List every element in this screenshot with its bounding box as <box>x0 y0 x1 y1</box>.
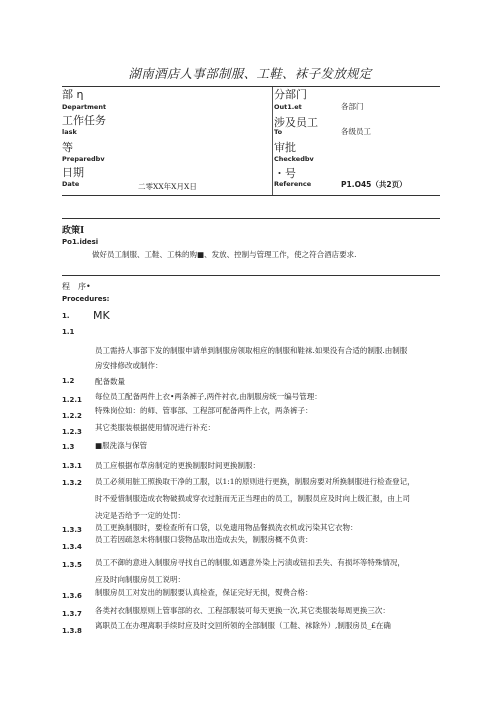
to-value: 各级员工 <box>341 127 371 136</box>
item-number: 1.2.2 <box>62 412 82 420</box>
policy-heading-en: Po1.idesi <box>62 238 99 246</box>
item-text-line: 员工必须用脏工照换取干净的工服，以1:1的原则进行更换，制服房要对所换制服进行检查登记， <box>95 477 415 486</box>
date-label-cn: 日期 <box>62 166 84 179</box>
distribution-label-cn: 分部门 <box>274 88 307 101</box>
procedures-heading-en: Procedures: <box>62 295 110 303</box>
item-text-line: ■服洗涤与保管 <box>95 441 148 450</box>
item-text-line: 其它类服装根据使用情况进行补充： <box>95 423 215 432</box>
item-number: 1.3.3 <box>62 526 82 534</box>
item-text-line: 离职员工在办理离职手续时应及时交回所领的全部制服（工鞋、袜除外）,制服房员_£在确 <box>95 621 391 630</box>
date-value: 二零XX年X月X日 <box>138 182 197 191</box>
to-label-cn: 涉及员工 <box>274 116 318 129</box>
item-text-line: 各类衬衣制服原则上管事部的衣、工程部服装可每天更换一次,其它类服装每周更换三次： <box>95 606 390 615</box>
section-title: MK <box>93 309 110 322</box>
task-label-en: lask <box>62 128 77 136</box>
item-text-line: 员工应根据布草房制定的更换制服时间更换制服： <box>95 461 260 470</box>
item-number: 1.3.4 <box>62 543 82 551</box>
item-number: 1.3.8 <box>62 627 82 635</box>
policy-text: 做好员工制服、工鞋、工株的购■、发放、控制与管理工作，使之符合酒店要求. <box>92 250 357 259</box>
checked-label-en: Checkedbv <box>274 155 314 163</box>
item-number: 1.2 <box>62 377 75 385</box>
item-number: 1.2.3 <box>62 428 82 436</box>
item-number: 1.3 <box>62 443 75 451</box>
item-number: 1.3.5 <box>62 561 82 569</box>
item-text-line: 制服房员工对发出的制服要认真检查，保证完好无损，熨费合格： <box>95 588 313 597</box>
reference-label-en: Reference <box>274 180 312 188</box>
item-number: 1.3.2 <box>62 479 82 487</box>
header-table <box>62 86 440 196</box>
item-number: 1.3.7 <box>62 610 82 618</box>
reference-value: P1.O45（共2页） <box>341 180 407 189</box>
item-number: 1.1 <box>62 328 75 336</box>
item-text-line: 房安排修改或制作： <box>95 361 163 370</box>
item-text-line: 配备数量 <box>95 377 125 386</box>
item-text-line: 每位员工配备两件上衣•两条裤子,两件衬衣,由制服房统一编号管理： <box>95 392 322 401</box>
reference-label-cn: ・号 <box>274 167 296 180</box>
item-text-line: 员工不御的意进入制服房寻找自己的制服,如遇意外染上污渍或钮扣丢失、有损坏等特殊情况， <box>95 558 405 567</box>
to-label-en: To <box>274 128 283 136</box>
department-label-en: Department <box>62 103 107 111</box>
item-number: 1.3.1 <box>62 462 82 470</box>
item-text-line: 员工若因疏忽未将制服口袋物品取出造成去失，制服房概不负责： <box>95 535 313 544</box>
item-text-line: 特殊岗位如：的师、管事部、工程部可配备两件上衣，两条裤子： <box>95 406 313 415</box>
item-text-line: 应及时向制服房员工说明： <box>95 575 185 584</box>
document-title: 湖南酒店人事部制服、工鞋、袜子发放规定 <box>128 66 372 81</box>
task-label-cn: 工作任务 <box>62 114 106 127</box>
item-text-line: 员工需持人事部下发的制服申请单到制服房领取相应的制服和鞋袜.如果没有合适的制服.由制服 <box>95 346 408 355</box>
distribution-value: 各部门 <box>341 102 364 111</box>
prepared-label-cn: 等 <box>62 141 73 154</box>
policy-section <box>62 218 440 276</box>
item-text-line: 决定是否给予一定的处罚： <box>95 511 185 520</box>
date-label-en: Date <box>62 180 80 188</box>
procedures-heading: 程 序• <box>62 282 91 291</box>
checked-label-cn: 审批 <box>274 141 296 154</box>
header-divider <box>272 87 273 195</box>
policy-heading: 政策I <box>62 226 85 236</box>
item-text-line: 时不爱惜制服造成衣物破损或穿衣过脏而无正当理由的员工，制服员应及时向上级汇报，由上司 <box>95 494 410 503</box>
distribution-label-en: Out1.et <box>274 103 302 111</box>
prepared-label-en: Preparedbv <box>62 155 105 163</box>
item-number: 1.3.6 <box>62 592 82 600</box>
department-label-cn: 部 η <box>62 88 84 101</box>
item-text-line: 员工更换制服时，要检查所有口袋，以免遗用物品餐损洗衣机或污染其它衣物： <box>95 523 358 532</box>
section-number: 1. <box>62 312 70 320</box>
item-number: 1.2.1 <box>62 396 82 404</box>
